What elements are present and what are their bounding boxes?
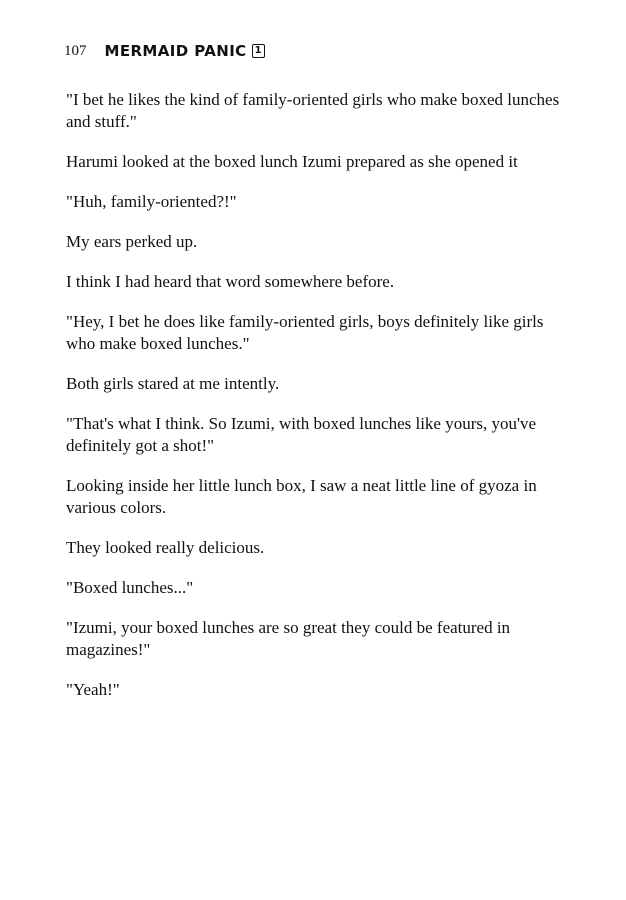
paragraph: "Boxed lunches...": [66, 578, 194, 597]
page-number: 107: [64, 42, 87, 59]
paragraph: Looking inside her little lunch box, I saw a neat little line of gyoza in various colors.: [66, 476, 537, 517]
book-title-group: [104, 41, 265, 60]
paragraph: "That's what I think. So Izumi, with boxed lunches like yours, you've definitely got a shot!": [66, 414, 537, 455]
running-header: [64, 38, 265, 64]
book-title: MERMAID PANIC: [104, 41, 247, 60]
paragraph: "Yeah!": [66, 680, 120, 699]
paragraph: Harumi looked at the boxed lunch Izumi prepared as she opened it: [66, 152, 518, 171]
paragraph: "Huh, family-oriented?!": [66, 192, 237, 211]
volume-badge: 1: [252, 44, 265, 58]
paragraph: Both girls stared at me intently.: [66, 374, 280, 393]
paragraph: My ears perked up.: [66, 232, 198, 251]
paragraph: "I bet he likes the kind of family-oriented girls who make boxed lunches and stuff.": [66, 90, 560, 131]
paragraph: They looked really delicious.: [66, 538, 265, 557]
paragraph: "Izumi, your boxed lunches are so great they could be featured in magazines!": [66, 618, 511, 659]
body-text: [66, 89, 570, 719]
paragraph: "Hey, I bet he does like family-oriented girls, boys definitely like girls who make boxed lunches.": [66, 312, 544, 353]
paragraph: I think I had heard that word somewhere before.: [66, 272, 395, 291]
